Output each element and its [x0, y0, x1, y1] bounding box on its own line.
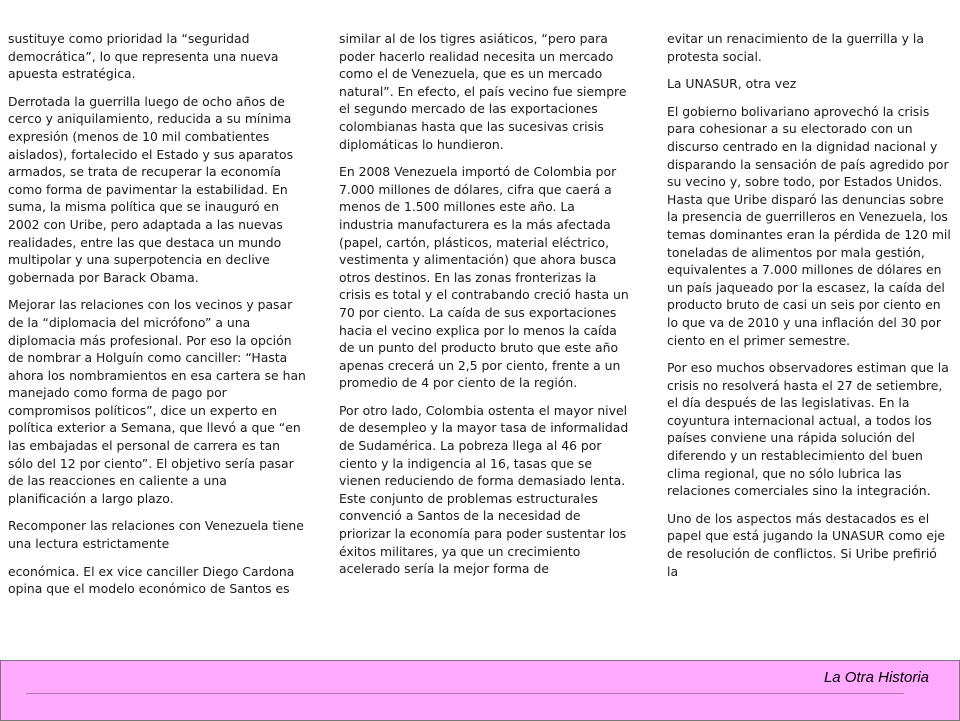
text-column-2: [339, 30, 631, 588]
paragraph: Por otro lado, Colombia ostenta el mayor nivel de desempleo y la mayor tasa de informalidad de Sudamérica. La pobreza llega al 46 por ciento y la indigencia al 16, tasas que se vienen reduciendo de forma demasiado lenta. Este conjunto de problemas estructurales convenció a Santos de la necesidad de priorizar la economía para poder sustentar los éxitos militares, ya que un crecimiento acelerado sería la mejor forma de: [339, 402, 629, 577]
paragraph: similar al de los tigres asiáticos, “pero para poder hacerlo realidad necesita un mercado como el de Venezuela, que es un mercado natural”. En efecto, el país vecino fue siempre el segundo mercado de las exportaciones colombianas hasta que las sucesivas crisis diplomáticas lo hundieron.: [339, 31, 627, 152]
paragraph: evitar un renacimiento de la guerrilla y la protesta social.: [667, 31, 924, 64]
footer-title: La Otra Historia: [823, 669, 929, 686]
paragraph: sustituye como prioridad la “seguridad democrática”, lo que representa una nueva apuesta estratégica.: [8, 31, 279, 82]
paragraph: Mejorar las relaciones con los vecinos y pasar de la “diplomacia del micrófono” a una diplomacia más profesional. Por eso la opción de nombrar a Holguín como canciller: “Hasta ahora los nombramientos en esa cartera se han manejado como forma de pago por compromisos políticos”, dice un experto en política exterior a Semana, que llevó a que “en las embajadas el personal de carrera es tan sólo del 12 por ciento”. El objetivo sería pasar de las reacciones en caliente a una planificación a largo plazo.: [8, 297, 306, 506]
text-column-3: [667, 30, 951, 590]
text-column-1: [8, 30, 308, 608]
footer-band: [0, 660, 960, 721]
paragraph: Por eso muchos observadores estiman que la crisis no resolverá hasta el 27 de setiembre, el día después de las legislativas. En la coyuntura internacional actual, a todos los países conviene una rápida solución del diferendo y un restablecimiento del buen clima regional, que no sólo lubrica las relaciones comerciales sino la integración.: [667, 360, 949, 499]
section-heading: La UNASUR, otra vez: [667, 76, 797, 92]
paragraph: Derrotada la guerrilla luego de ocho años de cerco y aniquilamiento, reducida a su mínima expresión (menos de 10 mil combatientes aislados), fortalecido el Estado y sus aparatos armados, se trata de recuperar la economía como forma de pavimentar la estabilidad. En suma, la misma política que se inauguró en 2002 con Uribe, pero adaptada a las nuevas realidades, entre las que destaca un mundo multipolar y una superpotencia en declive gobernada por Barack Obama.: [8, 93, 294, 285]
paragraph: Recomponer las relaciones con Venezuela tiene una lectura estrictamente: [8, 518, 304, 552]
paragraph: En 2008 Venezuela importó de Colombia por 7.000 millones de dólares, cifra que caerá a menos de 1.500 millones este año. La industria manufacturera es la más afectada (papel, cartón, plásticos, material eléctrico, vestimenta y alimentación) que ahora busca otros destinos. En las zonas fronterizas la crisis es total y el contrabando creció hasta un 70 por ciento. La caída de sus exportaciones hacia el vecino explica por lo menos la caída de un punto del producto bruto que este año apenas crecerá un 2,5 por ciento, frente a un promedio de 4 por ciento de la región.: [339, 164, 629, 391]
paragraph: Uno de los aspectos más destacados es el papel que está jugando la UNASUR como eje de resolución de conflictos. Si Uribe prefirió la: [667, 510, 946, 579]
paragraph: económica. El ex vice canciller Diego Cardona opina que el modelo económico de Santos es: [8, 563, 295, 597]
paragraph: El gobierno bolivariano aprovechó la crisis para cohesionar a su electorado con un discurso centrado en la dignidad nacional y disparando la sensación de país agredido por su vecino y, sobre todo, por Estados Unidos. Hasta que Uribe disparó las denuncias sobre la presencia de guerrilleros en Venezuela, los temas dominantes eran la pérdida de 120 mil toneladas de alimentos por mala gestión, equivalentes a 7.000 millones de dólares en un país jaqueado por la escasez, la caída del producto bruto de casi un seis por ciento en lo que va de 2010 y una inflación del 30 por ciento en el primer semestre.: [667, 103, 951, 348]
footer-divider: [26, 693, 904, 694]
